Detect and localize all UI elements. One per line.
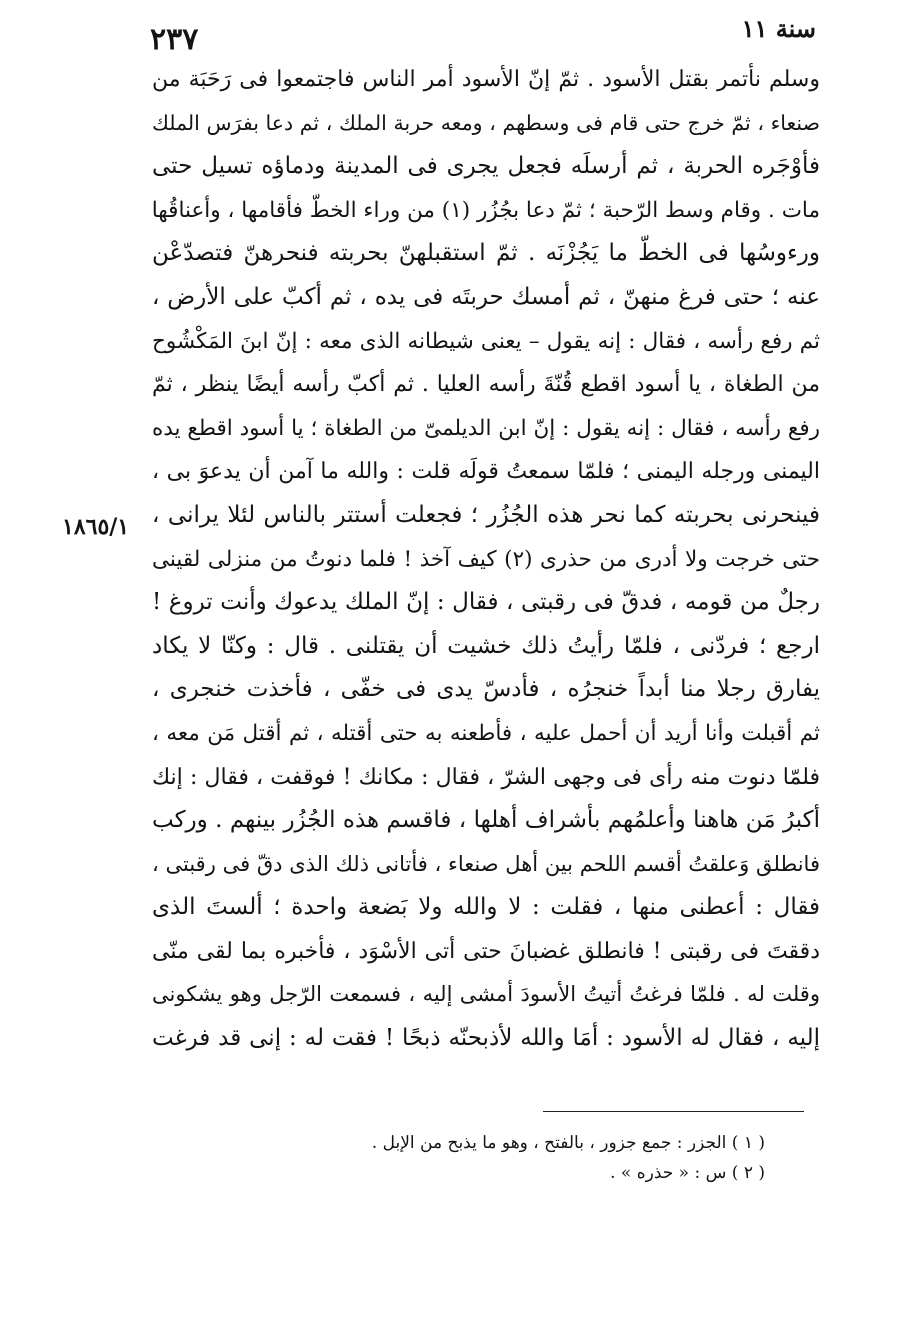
text-line: صنعاء ، ثمّ خرج حتى قام فى وسطهم ، ومعه حربة الملك ، ثم دعا بفرَس الملك (152, 110, 820, 135)
footnote-item: ( ٢ ) س : « حذره » . (610, 1163, 765, 1183)
main-text (152, 58, 820, 1061)
text-line: فقال : أعطنى منها ، فقلت : لا والله ولا بَضعة واحدة ؛ ألستَ الذى (152, 894, 820, 921)
text-line: رجلٌ من قومه ، فدقّ فى رقبتى ، فقال : إنّ الملك يدعوك وأنت تروغ ! (152, 589, 820, 616)
text-line: فلمّا دنوت منه رأى فى وجهى الشرّ ، فقال : مكانك ! فوقفت ، فقال : إنك (152, 764, 820, 790)
text-line: فأوْجَره الحربة ، ثم أرسلَه فجعل يجرى فى المدينة ودماؤه تسيل حتى (152, 153, 820, 180)
text-line: من الطغاة ، يا أسود اقطع قُنّةَ رأسه العليا . ثم أكبّ رأسه أيضًا ينظر ، ثمّ (152, 372, 820, 398)
text-line: مات . وقام وسط الرّحبة ؛ ثمّ دعا بجُزُر (١) من وراء الخطّ فأقامها ، وأعناقُها (152, 197, 820, 223)
text-line: ثم أقبلت وأنا أريد أن أحمل عليه ، فأطعنه به حتى أقتله ، ثم أقتل مَن معه ، (152, 720, 820, 746)
text-line: ورءوسُها فى الخطّ ما يَجُزْنَه . ثمّ استقبلهنّ بحربته فنحرهنّ فتصدّعْن (152, 240, 820, 267)
text-line: وسلم نأتمر بقتل الأسود . ثمّ إنّ الأسود أمر الناس فاجتمعوا فى رَحَبَة من (152, 67, 820, 92)
text-line: دققتَ فى رقبتى ! فانطلق غضبانَ حتى أتى الأسْوَد ، فأخبره بما لقى منّى (152, 938, 820, 964)
margin-reference: ١٨٦٥/١ (62, 514, 130, 540)
text-line: وقلت له . فلمّا فرغتُ أتيتُ الأسودَ أمشى إليه ، فسمعت الرّجل وهو يشكونى (152, 982, 820, 1007)
page-number: ٢٣٧ (150, 22, 199, 57)
text-line: فانطلق وَعلقتُ أقسم اللحم بين أهل صنعاء ، فأتانى ذلك الذى دقّ فى رقبتى ، (152, 851, 820, 876)
text-line: أكبرُ مَن هاهنا وأعلمُهم بأشراف أهلها ، فاقسم هذه الجُزُر بينهم . وركب (152, 807, 820, 834)
text-line: رفع رأسه ، فقال : إنه يقول : إنّ ابن الديلمىّ من الطغاة ؛ يا أسود اقطع يده (152, 415, 820, 441)
text-line: فينحرنى بحربته كما نحر هذه الجُزُر ؛ فجعلت أستتر بالناس لئلا يرانى ، (152, 501, 820, 528)
text-line: حتى خرجت ولا أدرى من حذرى (٢) كيف آخذ ! فلما دنوتُ من منزلى لقينى (152, 546, 820, 572)
text-line: ثم رفع رأسه ، فقال : إنه يقول – يعنى شيطانه الذى معه : إنّ ابنَ المَكْشُوح (152, 328, 820, 354)
text-line: ارجع ؛ فردّنى ، فلمّا رأيتُ ذلك خشيت أن يقتلنى . قال : وكنّا لا يكاد (152, 632, 820, 659)
text-line: اليمنى ورجله اليمنى ؛ فلمّا سمعتُ قولَه قلت : والله ما آمن أن يدعوَ بى ، (152, 459, 820, 485)
footnote-divider (543, 1111, 804, 1112)
text-line: عنه ؛ حتى فرغ منهنّ ، ثم أمسك حربتَه فى يده ، ثم أكبّ على الأرض ، (152, 283, 820, 310)
text-line: يفارق رجلا منا أبداً خنجرُه ، فأدسّ يدى فى خفّى ، فأخذت خنجرى ، (152, 676, 820, 703)
footnotes (300, 1128, 765, 1188)
running-head: سنة ١١ (741, 14, 816, 43)
footnote-item: ( ١ ) الجزر : جمع جزور ، بالفتح ، وهو ما يذبح من الإبل . (371, 1133, 765, 1153)
text-line: إليه ، فقال له الأسود : أمَا والله لأذبحنّه ذبحًا ! فقت له : إنى قد فرغت (152, 1025, 820, 1052)
